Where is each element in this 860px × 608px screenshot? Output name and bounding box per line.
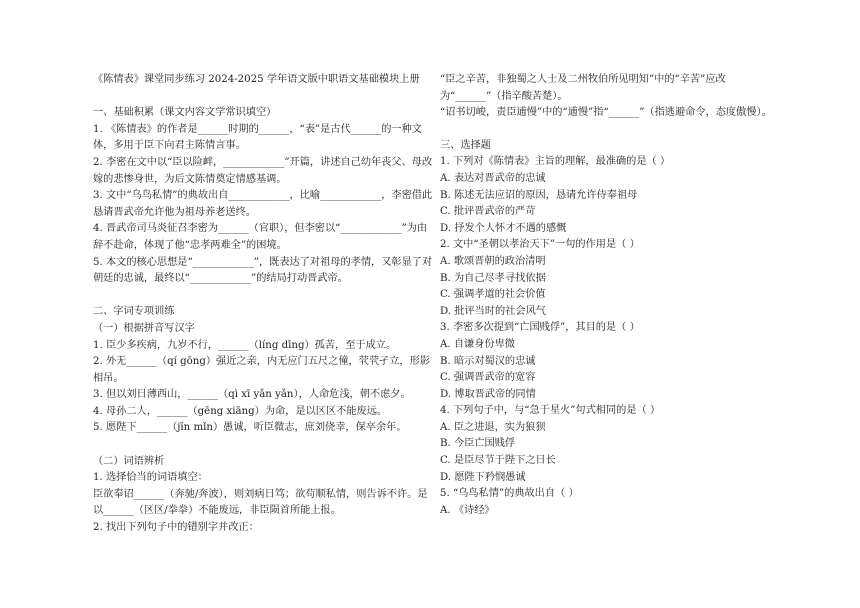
question-stem: 5. “乌鸟私情”的典故出自（ ） <box>440 488 579 500</box>
option-c: C. 是臣尽节于陛下之日长 <box>440 455 556 467</box>
basics-item-2: 2. 李密在文中以“臣以险衅，____________”开篇，讲述自己幼年丧父、母改嫁的悲惨身世，为后文陈情奠定情感基调。 <box>93 156 433 185</box>
section-heading-choice: 三、选择题 <box>440 139 491 151</box>
option-c: C. 强调晋武帝的宽容 <box>440 372 536 384</box>
section-heading-vocab: 二、字词专项训练 <box>93 306 175 318</box>
pinyin-item-2: 2. 外无______（qí gōng）强近之亲，内无应门五尺之僮，茕茕孑立，形影相吊。 <box>93 356 430 384</box>
option-d: D. 批评当时的社会风气 <box>440 305 546 317</box>
typo-item-2: “诏书切峻，责臣逋慢”中的“逋慢”指“______”（指逃避命令，态度傲慢）。 <box>440 107 772 119</box>
option-a: A. 《诗经》 <box>440 504 495 516</box>
option-a: A. 臣之进退，实为狼狈 <box>440 421 546 433</box>
option-b: B. 陈述无法应诏的原因，恳请允许侍奉祖母 <box>440 189 638 201</box>
word-item-3: 2. 找出下列句子中的错别字并改正： <box>93 522 259 534</box>
document-title: 《陈情表》课堂同步练习 2024-2025 学年语文版中职语文基础模块上册 <box>93 74 420 85</box>
basics-item-3: 3. 文中“乌鸟私情”的典故出自____________，比喻____________，李密借此恳请晋武帝允许他为祖母养老送终。 <box>93 190 433 218</box>
right-column <box>440 72 772 519</box>
option-a: A. 表达对晋武帝的忠诚 <box>440 172 546 184</box>
basics-item-4: 4. 晋武帝司马炎征召李密为______（官职），但李密以“____________”为由辞不赴命，体现了他“忠孝两难全”的困境。 <box>93 223 428 251</box>
pinyin-item-4: 4. 母孙二人，______（gēng xiāng）为命，是以区区不能废远。 <box>93 405 388 417</box>
question-stem: 4. 下列句子中，与“急于星火”句式相同的是（ ） <box>440 405 661 417</box>
basics-item-5: 5. 本文的核心思想是“____________”，既表达了对祖母的孝情，又彰显了对朝廷的忠诚，最终以“____________”的结局打动晋武帝。 <box>93 256 433 285</box>
option-d: D. 抒发个人怀才不遇的感慨 <box>440 222 567 234</box>
option-b: B. 暗示对蜀汉的忠诚 <box>440 355 536 367</box>
section-heading-basics: 一、基础积累（课文内容文学常识填空） <box>93 107 277 119</box>
question-stem: 1. 下列对《陈情表》主旨的理解，最准确的是（ ） <box>440 156 671 168</box>
word-item-2: 臣欲奉诏______（奔驰/奔波），则刘病日笃；欲苟顺私情，则告诉不许。是以______（区区/拳拳）不能废远，非臣陨首所能上报。 <box>93 488 428 517</box>
option-c: C. 批评晋武帝的严苛 <box>440 206 536 218</box>
option-d: D. 愿陛下矜悯愚诚 <box>440 471 526 483</box>
option-a: A. 歌颂晋朝的政治清明 <box>440 255 546 267</box>
pinyin-item-1: 1. 臣少多疾病，九岁不行，______（líng dīng）孤苦，至于成立。 <box>93 339 397 351</box>
option-b: B. 为自己尽孝寻找依据 <box>440 272 546 284</box>
subheading-word-analysis: （二）词语辨析 <box>93 455 165 467</box>
option-c: C. 强调孝道的社会价值 <box>440 289 546 301</box>
typo-item-1: “臣之辛苦，非独蜀之人士及二州牧伯所见明知”中的“辛苦”应改为“______”（指辛酸苦楚）。 <box>440 74 726 102</box>
option-b: B. 今臣亡国贱俘 <box>440 438 516 450</box>
option-a: A. 自谦身份卑微 <box>440 338 515 350</box>
question-stem: 3. 李密多次提到“亡国贱俘”，其目的是（ ） <box>440 322 640 334</box>
subheading-pinyin: （一）根据拼音写汉字 <box>93 322 195 334</box>
word-item-1: 1. 选择恰当的词语填空： <box>93 472 208 484</box>
left-column <box>93 72 433 537</box>
pinyin-item-5: 5. 愿陛下______（jīn mǐn）愚诚，听臣微志，庶刘侥幸，保卒余年。 <box>93 422 407 434</box>
basics-item-1: 1. 《陈情表》的作者是______时期的______，“表”是古代______的一种文体，多用于臣下向君主陈情言事。 <box>93 123 422 152</box>
question-stem: 2. 文中“圣朝以孝治天下”一句的作用是（ ） <box>440 239 640 251</box>
pinyin-item-3: 3. 但以刘日薄西山，______（qì xī yǎn yǎn），人命危浅，朝不虑夕。 <box>93 389 411 401</box>
option-d: D. 博取晋武帝的同情 <box>440 388 536 400</box>
